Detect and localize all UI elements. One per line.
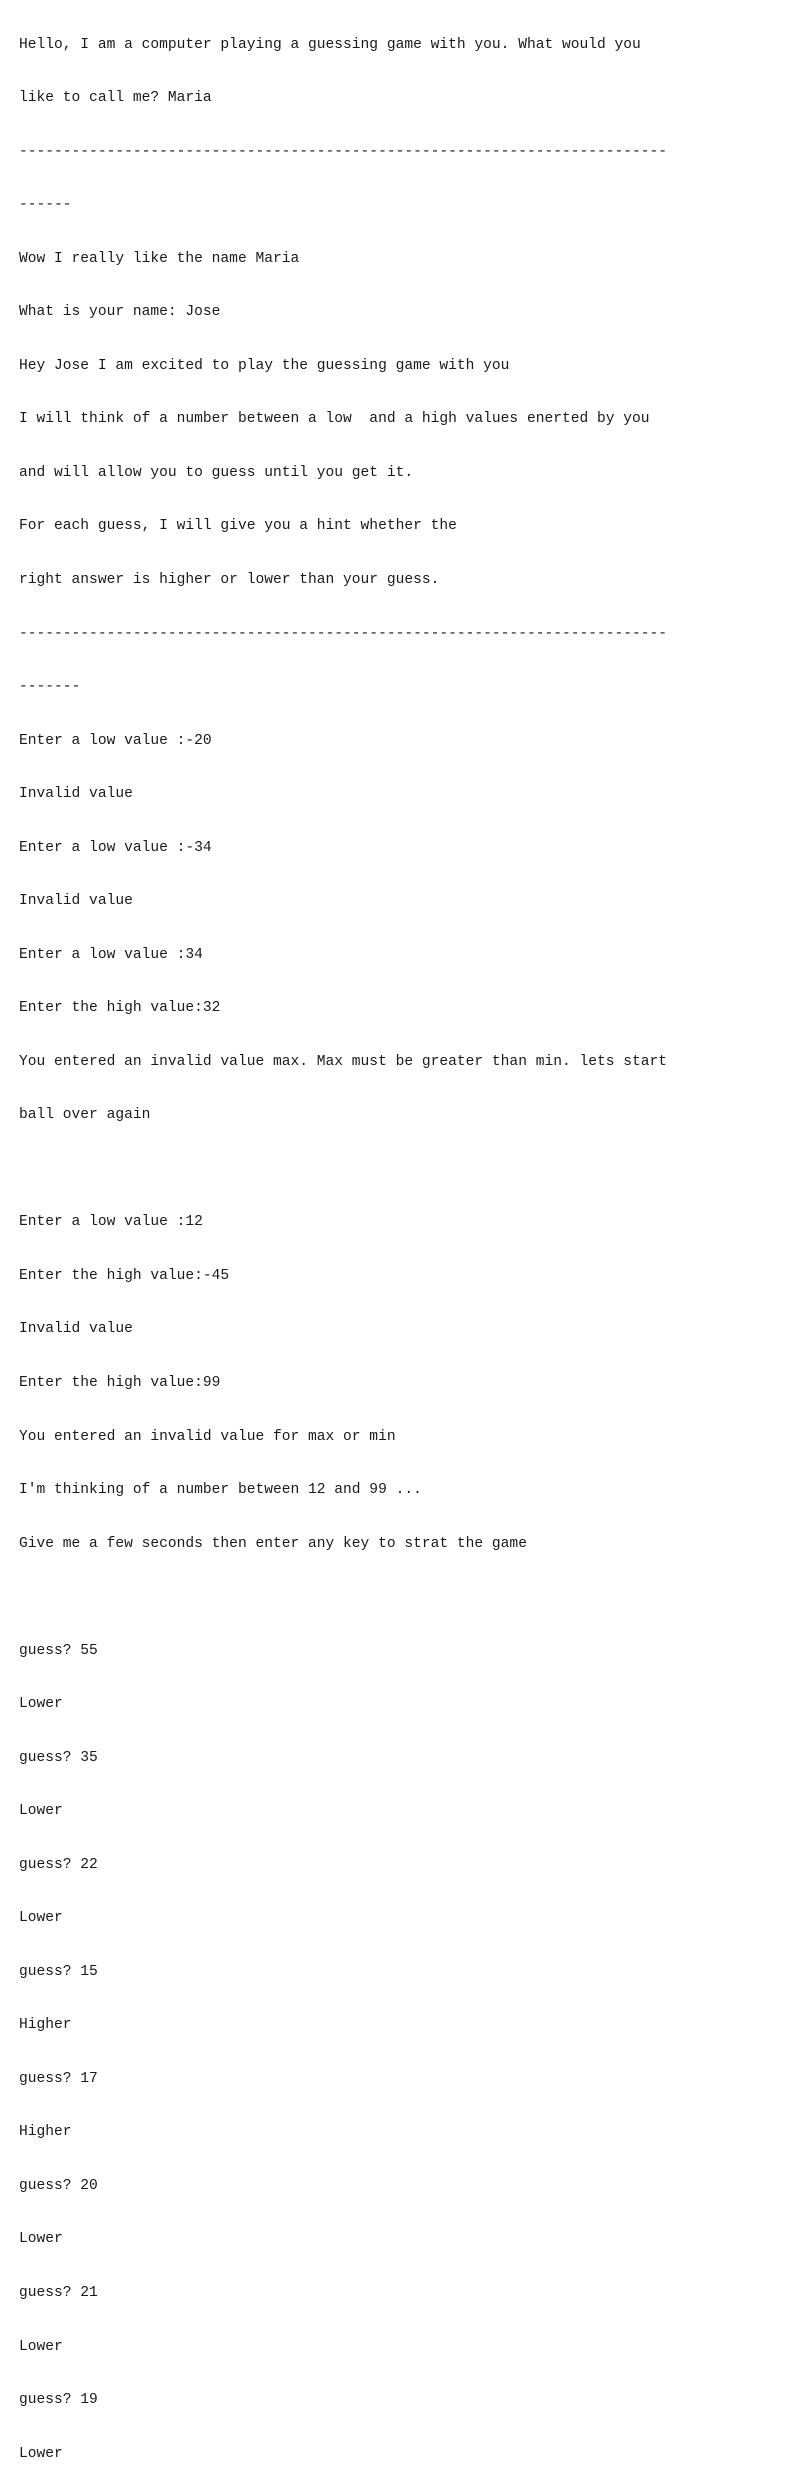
- console-line: I will think of a number between a low and a high values enerted by you: [19, 411, 650, 428]
- console-line: guess? 17: [19, 2070, 98, 2087]
- console-line: ball over again: [19, 1107, 151, 1124]
- console-line: I'm thinking of a number between 12 and 99 ...: [19, 1482, 422, 1499]
- console-line: Lower: [19, 2338, 63, 2355]
- console-line: Lower: [19, 1696, 63, 1713]
- console-line: guess? 22: [19, 1856, 98, 1873]
- console-line: like to call me? Maria: [19, 90, 212, 107]
- console-line: Lower: [19, 1803, 63, 1820]
- console-line: Hello, I am a computer playing a guessing game with you. What would you: [19, 36, 641, 53]
- console-line: and will allow you to guess until you get it.: [19, 464, 414, 481]
- console-line: Give me a few seconds then enter any key to strat the game: [19, 1535, 527, 1552]
- console-line: Wow I really like the name Maria: [19, 250, 300, 267]
- console-blank-line: [19, 1161, 799, 1179]
- console-divider: --------------------------------------------------------------------------: [19, 625, 668, 642]
- console-divider: ------: [19, 197, 72, 214]
- console-line: You entered an invalid value max. Max must be greater than min. lets start: [19, 1053, 668, 1070]
- console-line: Enter the high value:32: [19, 1000, 221, 1017]
- console-line: Lower: [19, 2445, 63, 2462]
- console-line: Enter a low value :34: [19, 946, 203, 963]
- console-divider: -------: [19, 679, 81, 696]
- console-line: Higher: [19, 2017, 72, 2034]
- console-blank-line: [19, 1589, 799, 1607]
- console-line: Invalid value: [19, 786, 133, 803]
- console-line: right answer is higher or lower than your guess.: [19, 572, 440, 588]
- console-line: guess? 19: [19, 2392, 98, 2409]
- console-divider: --------------------------------------------------------------------------: [19, 143, 668, 160]
- console-line: Invalid value: [19, 893, 133, 910]
- console-line: You entered an invalid value for max or min: [19, 1428, 396, 1445]
- console-line: What is your name: Jose: [19, 304, 221, 321]
- console-line: guess? 21: [19, 2285, 98, 2301]
- console-line: For each guess, I will give you a hint whether the: [19, 518, 457, 535]
- console-line: guess? 20: [19, 2177, 98, 2194]
- console-line: Enter a low value :-34: [19, 839, 212, 856]
- console-line: Higher: [19, 2124, 72, 2141]
- console-line: Hey Jose I am excited to play the guessing game with you: [19, 357, 510, 374]
- console-line: guess? 35: [19, 1749, 98, 1766]
- console-line: Invalid value: [19, 1321, 133, 1338]
- console-line: Lower: [19, 1910, 63, 1927]
- console-line: Enter the high value:99: [19, 1374, 221, 1391]
- console-line: Lower: [19, 2231, 63, 2248]
- console-line: Enter a low value :12: [19, 1214, 203, 1231]
- console-line: Enter a low value :-20: [19, 732, 212, 749]
- console-output: [19, 1, 799, 2481]
- console-line: Enter the high value:-45: [19, 1267, 230, 1284]
- console-line: guess? 15: [19, 1963, 98, 1980]
- console-line: guess? 55: [19, 1642, 98, 1659]
